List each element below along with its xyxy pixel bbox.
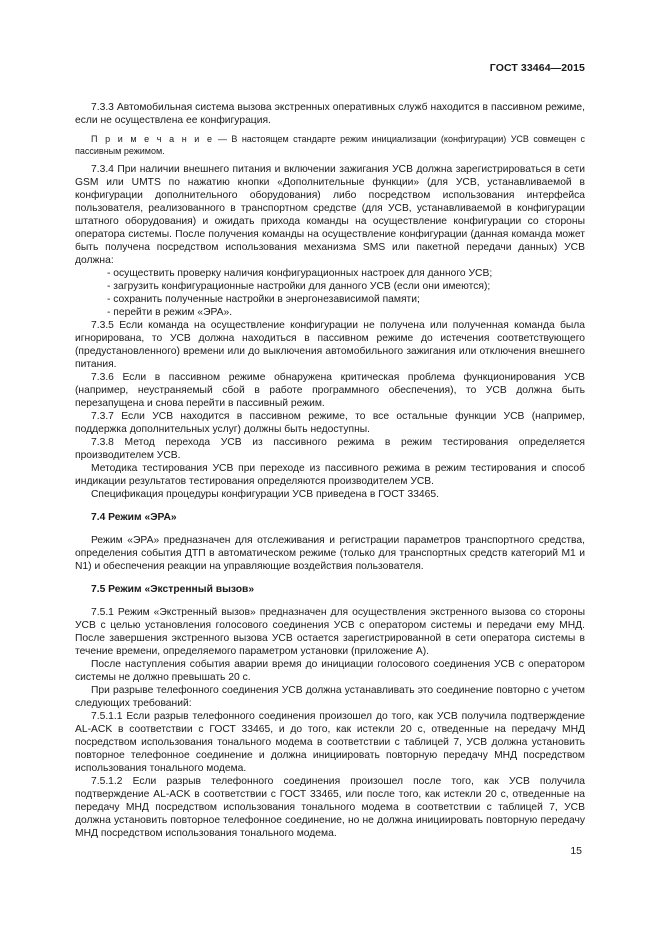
clause-7-3-3: 7.3.3 Автомобильная система вызова экстренных оперативных служб находится в пассивном режиме, если не осуществлена ее конфигурация. (75, 102, 585, 126)
list-item: - сохранить полученные настройки в энергонезависимой памяти; (107, 294, 420, 305)
list-item: - перейти в режим «ЭРА». (107, 307, 233, 318)
section-heading-7-5: 7.5 Режим «Экстренный вызов» (91, 584, 255, 595)
paragraph: При разрыве телефонного соединения УСВ должна устанавливать это соединение повторно с учетом следующих требований: (75, 685, 585, 709)
clause-7-5-1-2: 7.5.1.2 Если разрыв телефонного соединения произошел после того, как УСВ получила подтверждение AL-ACK в соответствии с ГОСТ 33465, или после того, как истекли 20 с, отведенные на передачу МНД посредством использования тонального модема в соответствии с таблицей 7, УСВ должна установить повторное телефонное соединение, но не должна инициировать повторную передачу МНД посредством использования тонального модема. (75, 776, 585, 839)
section-heading-7-4: 7.4 Режим «ЭРА» (91, 512, 177, 523)
note-text: — В настоящем стандарте режим инициализации (конфигурации) УСВ совмещен с пассивным режимом. (75, 134, 586, 156)
list-item: - загрузить конфигурационные настройки для данного УСВ (если они имеются); (107, 281, 491, 292)
clause-7-5-1-1: 7.5.1.1 Если разрыв телефонного соединения произошел до того, как УСВ получила подтверждение AL-ACK в соответствии с ГОСТ 33465, и до того, как истекли 20 с, отведенные на передачу МНД посредством использования тонального модема в соответствии с таблицей 7, УСВ должна установить повторное телефонное соединение и должна инициировать повторную передачу МНД посредством использования тонального модема. (75, 711, 585, 774)
clause-7-5-1: 7.5.1 Режим «Экстренный вызов» предназначен для осуществления экстренного вызова со стороны УСВ с целью установления голосового соединения УСВ с оператором системы и передачи ему МНД. После завершения экстренного вызова УСВ остается зарегистрированной в сети оператора системы в течение времени, определяемого параметром установки (приложение А). (75, 607, 585, 657)
clause-7-3-4: 7.3.4 При наличии внешнего питания и включении зажигания УСВ должна зарегистрироваться в сети GSM или UMTS по нажатию кнопки «Дополнительные функции» (для УСВ, устанавливаемой в конфигурации дополнительного оборудования) либо посредством использования интерфейса пользователя, реализованного в транспортном средстве (для УСВ, устанавливаемой в конфигурации штатного оборудования) и ожидать прихода команды на осуществление конфигурации со стороны оператора системы. После получения команды на осуществление конфигурации (данная команда может быть получена посредством использования механизма SMS или пакетной передачи данных) УСВ должна: (75, 164, 585, 266)
note-label: П р и м е ч а н и е (91, 134, 214, 144)
paragraph: Методика тестирования УСВ при переходе из пассивного режима в режим тестирования и способ индикации результатов тестирования определяются производителем УСВ. (75, 463, 585, 487)
clause-7-3-8: 7.3.8 Метод перехода УСВ из пассивного режима в режим тестирования определяется производителем УСВ. (75, 437, 585, 461)
clause-7-3-5: 7.3.5 Если команда на осуществление конфигурации не получена или полученная команда была игнорирована, то УСВ должна находиться в пассивном режиме до истечения соответствующего (предустановленного) времени или до выключения автомобильного зажигания или отключения внешнего питания. (75, 320, 585, 370)
clause-7-3-6: 7.3.6 Если в пассивном режиме обнаружена критическая проблема функционирования УСВ (например, неустраняемый сбой в работе программного обеспечения), то УСВ должна быть перезапущена и снова перейти в пассивный режим. (75, 372, 585, 409)
note (75, 133, 585, 157)
page-number: 15 (570, 845, 582, 857)
clause-7-3-7: 7.3.7 Если УСВ находится в пассивном режиме, то все остальные функции УСВ (например, поддержка дополнительных услуг) должны быть недоступны. (75, 411, 585, 435)
paragraph: Спецификация процедуры конфигурации УСВ приведена в ГОСТ 33465. (91, 489, 439, 500)
paragraph: Режим «ЭРА» предназначен для отслеживания и регистрации параметров транспортного средства, определения события ДТП в автоматическом режиме (только для транспортных средств категорий M1 и N1) и обеспечения реакции на управляющие воздействия пользователя. (75, 535, 585, 572)
document-body (75, 101, 585, 840)
list-item: - осуществить проверку наличия конфигурационных настроек для данного УСВ; (107, 268, 493, 279)
standard-header: ГОСТ 33464—2015 (489, 62, 585, 74)
paragraph: После наступления события аварии время до инициации голосового соединения УСВ с оператором системы не должно превышать 20 с. (75, 659, 585, 683)
